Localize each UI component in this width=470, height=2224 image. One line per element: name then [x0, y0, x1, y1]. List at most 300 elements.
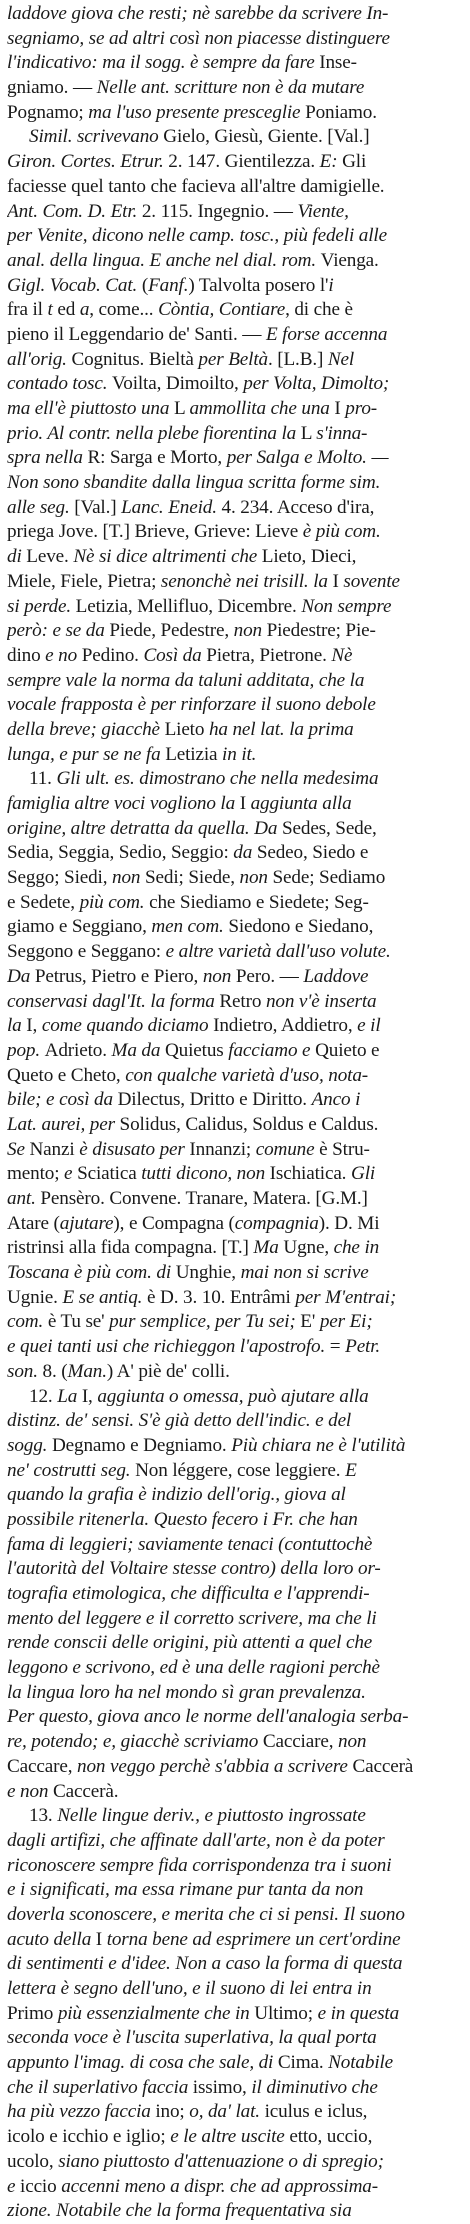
text-run: Tu se': [60, 1311, 110, 1333]
italic-text-run: E:: [319, 151, 343, 173]
italic-text-run: tutti dicono, non: [141, 1163, 270, 1185]
text-line: [7, 1138, 463, 1163]
italic-text-run: a: [79, 299, 90, 321]
text-run: Caccare,: [7, 1755, 78, 1777]
text-run: 2. 147. Gientilezza.: [168, 151, 320, 173]
italic-text-run: Se: [7, 1138, 30, 1160]
italic-text-run: laddove giova che resti; nè sarebbe da scrivere In-: [7, 3, 389, 24]
italic-text-run: non: [239, 867, 273, 889]
text-line: [7, 2175, 463, 2200]
italic-text-run: Non sempre: [301, 595, 392, 617]
text-run: Mi: [357, 1212, 380, 1234]
text-line: [7, 1335, 463, 1360]
text-line: [7, 125, 463, 150]
text-run: . [L.B.]: [267, 348, 328, 370]
italic-text-run: compagnia: [234, 1212, 319, 1234]
text-line: [7, 101, 463, 126]
text-line: [7, 1360, 463, 1385]
text-run: 2. 115. Ingegnio. —: [141, 200, 298, 222]
text-line: [7, 397, 463, 422]
italic-text-run: da: [233, 842, 257, 864]
text-line: [7, 1261, 463, 1286]
italic-text-run: lettera è segno dell'uno, e il suono di lei entra in: [7, 1978, 372, 1999]
text-run: Voilta, Dimoilto,: [112, 373, 244, 395]
text-run: Sedia, Seggia, Sedio, Seggio:: [7, 842, 234, 864]
text-line: [7, 2076, 463, 2101]
italic-text-run: pop.: [7, 1039, 45, 1061]
text-line: [7, 545, 463, 570]
text-run: mento;: [7, 1163, 65, 1185]
text-run: 3. 10. Entrâmi: [183, 1286, 296, 1308]
text-line: [7, 792, 463, 817]
text-run: I: [95, 1928, 107, 1950]
italic-text-run: per M'entrai;: [295, 1286, 397, 1308]
text-run: Cacciare,: [262, 1731, 339, 1753]
text-run: Innanzi;: [189, 1138, 256, 1160]
text-run: Caccerà: [352, 1755, 414, 1777]
text-line: [7, 1656, 463, 1681]
text-line: [7, 841, 463, 866]
italic-text-run: Petr.: [345, 1336, 381, 1358]
text-run: I: [334, 398, 346, 419]
text-run: L: [300, 422, 317, 444]
italic-text-run: Gigl. Vocab. Cat.: [7, 274, 142, 296]
text-line: [7, 422, 463, 447]
text-run: Ugnie.: [7, 1286, 63, 1308]
italic-text-run: sogg.: [7, 1434, 52, 1456]
italic-text-run: Gli: [350, 1163, 376, 1185]
text-line: [7, 1928, 463, 1953]
italic-text-run: ant.: [7, 1188, 41, 1209]
italic-text-run: Da: [7, 965, 35, 987]
italic-text-run: prio. Al contr. nella plebe fiorentina la: [7, 422, 301, 444]
text-run: Seggono e Seggano:: [7, 941, 166, 963]
text-run: Sedes, Sede,: [281, 817, 377, 839]
italic-text-run: con qualche varietà d'uso, nota-: [125, 1064, 369, 1086]
text-line: [7, 1582, 463, 1607]
italic-text-run: riconoscere sempre fida corrispondenza tra i suoni: [7, 1854, 392, 1876]
italic-text-run: però: e se da: [7, 620, 110, 642]
text-run: Cognitus. Bieltà: [71, 348, 199, 370]
italic-text-run: più com.: [79, 891, 150, 913]
text-line: [7, 1903, 463, 1928]
text-run: e Sedete,: [7, 891, 80, 913]
text-run: iculus e iclus,: [264, 2101, 368, 2123]
text-run: Sciatica: [77, 1163, 142, 1185]
italic-text-run: E se antiq.: [62, 1286, 147, 1308]
text-run: Primo: [7, 2002, 58, 2024]
text-run: I,: [26, 1015, 42, 1037]
italic-text-run: non: [112, 867, 146, 889]
text-line: [7, 1483, 463, 1508]
text-run: Leve.: [26, 546, 74, 568]
italic-text-run: segniamo, se ad altri così non piacesse distinguere: [7, 27, 390, 49]
italic-text-run: acuto della: [7, 1928, 96, 1950]
text-line: [7, 1557, 463, 1582]
italic-text-run: Nelle ant. scritture non è da mutare: [96, 77, 365, 99]
text-run: (: [141, 274, 149, 296]
italic-text-run: e quei tanti usi che richieggon l'apostrofo.: [7, 1336, 330, 1358]
text-run: I: [332, 570, 344, 592]
italic-text-run: comune: [255, 1138, 320, 1160]
text-line: [7, 1187, 463, 1212]
italic-text-run: si perde.: [7, 595, 76, 617]
italic-text-run: l'autorità del Voltaire stesse contro) della loro or-: [7, 1558, 381, 1580]
text-line: [7, 1212, 463, 1237]
italic-text-run: accenni meno a dispr. che ad approssima-: [61, 2175, 378, 2197]
text-run: Pero. —: [235, 965, 304, 987]
text-line: [7, 644, 463, 669]
italic-text-run: non v'è inserta: [265, 990, 377, 1012]
italic-text-run: facciamo e: [228, 1039, 316, 1061]
italic-text-run: doverla sconoscere, e merita che ci si pensi. Il suono: [7, 1903, 405, 1925]
text-line: [7, 446, 463, 471]
text-run: Queto e Cheto,: [7, 1064, 126, 1086]
text-run: R: Sarga e Morto,: [87, 447, 227, 469]
text-run: Pensèro. Convene. Tranare, Matera. [G.M.]: [40, 1188, 368, 1209]
text-run: I: [239, 793, 251, 814]
italic-text-run: distinz. de' sensi. S'è già detto dell'indic. e del: [7, 1410, 352, 1432]
text-run: Lieto, Dieci,: [261, 546, 357, 568]
italic-text-run: la: [7, 1015, 27, 1037]
text-run: Cima.: [277, 2052, 329, 2074]
text-run: che Siediamo e Siedete; Seg-: [149, 891, 369, 913]
text-line: [7, 1434, 463, 1459]
text-run: Dilectus, Dritto e Diritto.: [117, 1089, 312, 1111]
text-line: [7, 1854, 463, 1879]
text-line: [7, 693, 463, 718]
text-line: [7, 891, 463, 916]
italic-text-run: il diminutivo che: [251, 2076, 378, 2098]
text-line: [7, 743, 463, 768]
italic-text-run: non: [202, 965, 236, 987]
text-run: Sedeo, Siedo e: [256, 842, 369, 864]
text-run: 4. 234. Acceso d'ira,: [221, 496, 375, 518]
text-run: dino: [7, 644, 46, 666]
italic-text-run: Laddove: [303, 965, 369, 987]
text-line: [7, 1064, 463, 1089]
text-line: [7, 1236, 463, 1261]
italic-text-run: mento del leggere e il corretto scrivere, ma che li: [7, 1607, 377, 1629]
italic-text-run: di sentimenti e d'idee. Non a caso la forma di questa: [7, 1953, 403, 1975]
italic-text-run: senonchè nei trisill. la: [160, 570, 333, 592]
text-line: [7, 274, 463, 299]
italic-text-run: all'orig.: [7, 348, 72, 370]
text-line: [7, 2026, 463, 2051]
text-run: Ugne,: [283, 1237, 334, 1259]
italic-text-run: Toscana è più com. di: [7, 1262, 176, 1284]
text-run: Piede, Pedestre,: [109, 620, 234, 642]
text-run: gniamo. —: [7, 77, 97, 99]
italic-text-run: s'inna-: [316, 422, 368, 444]
italic-text-run: vocale frapposta è per rinforzare il suono debole: [7, 694, 376, 716]
text-line: [7, 866, 463, 891]
text-line: [7, 323, 463, 348]
italic-text-run: e: [7, 2175, 21, 2197]
italic-text-run: fama di leggieri; saviamente tenaci (contuttochè: [7, 1533, 373, 1555]
italic-text-run: aggiunta alla: [250, 793, 352, 814]
text-line: [7, 2002, 463, 2027]
text-run: Inse-: [319, 52, 357, 74]
italic-text-run: la lingua loro ha nel mondo sì gran prevalenza.: [7, 1681, 366, 1703]
italic-text-run: sovente: [343, 570, 400, 592]
italic-text-run: sempre vale la norma da taluni additata, che la: [7, 669, 365, 691]
text-run: D.: [160, 1286, 184, 1308]
text-run: Gli: [342, 151, 367, 173]
text-line: [7, 76, 463, 101]
text-line: [7, 496, 463, 521]
italic-text-run: e no: [45, 644, 82, 666]
text-line: [7, 1508, 463, 1533]
text-line: [7, 1681, 463, 1706]
text-line: [7, 1310, 463, 1335]
text-run: Quieto e: [315, 1039, 380, 1061]
italic-text-run: per Venite, dicono nelle camp. tosc., più fedeli alle: [7, 225, 387, 247]
text-line: [7, 249, 463, 274]
text-line: [7, 2100, 463, 2125]
text-run: L: [173, 398, 190, 419]
text-line: [7, 1755, 463, 1780]
text-run: Siedono e Siedano,: [228, 916, 374, 938]
text-line: [7, 150, 463, 175]
italic-text-run: più essenzialmente che in: [57, 2002, 255, 2024]
text-run: Letizia, Mellifluo, Dicembre.: [75, 595, 302, 617]
italic-text-run: pro-: [345, 398, 377, 419]
italic-text-run: quando la grafia è indizio dell'orig., giova al: [7, 1484, 346, 1506]
text-line: [7, 1088, 463, 1113]
text-run: è: [319, 1138, 333, 1160]
text-run: Pognamo;: [7, 101, 89, 123]
italic-text-run: come quando diciamo: [41, 1015, 214, 1037]
italic-text-run: Man.: [67, 1360, 107, 1382]
italic-text-run: Giron. Cortes. Etrur.: [7, 151, 169, 173]
italic-text-run: e altre varietà dall'uso volute.: [165, 941, 391, 963]
text-run: ino;: [155, 2101, 190, 2123]
text-run: ed: [57, 299, 80, 321]
italic-text-run: son.: [7, 1360, 43, 1382]
text-line: [7, 669, 463, 694]
text-run: 8. (: [42, 1360, 68, 1382]
italic-text-run: t: [47, 299, 58, 321]
italic-text-run: Notabile: [328, 2052, 394, 2074]
italic-text-run: alle seg.: [7, 496, 75, 518]
italic-text-run: in it.: [222, 743, 257, 765]
italic-text-run: e il: [357, 1015, 381, 1037]
italic-text-run: i: [328, 274, 334, 296]
italic-text-run: aggiunta o omessa, può ajutare alla: [97, 1385, 369, 1407]
text-run: Degnamo e Degniamo.: [51, 1434, 232, 1456]
italic-text-run: tografia etimologica, che difficulta e l'apprendi-: [7, 1583, 370, 1604]
italic-text-run: origine, altre detratta da quella. Da: [7, 817, 282, 839]
text-line: [7, 1014, 463, 1039]
text-run: 13.: [29, 1805, 58, 1827]
text-line: [7, 520, 463, 545]
text-run: etto, uccio,: [289, 2126, 373, 2148]
text-line: [7, 2199, 463, 2224]
text-line: [7, 718, 463, 743]
text-run: Quietus: [164, 1039, 229, 1061]
text-line: [7, 1878, 463, 1903]
italic-text-run: non: [338, 1731, 367, 1753]
text-run: Adrieto.: [44, 1039, 112, 1061]
text-run: Stru-: [332, 1138, 370, 1160]
italic-text-run: Nel: [327, 348, 355, 370]
italic-text-run: seconda voce è l'uscita superlativa, la qual porta: [7, 2027, 377, 2049]
italic-text-run: bile; e così da: [7, 1089, 118, 1111]
text-line: [7, 570, 463, 595]
italic-text-run: spra nella: [7, 447, 88, 469]
text-line: [7, 1607, 463, 1632]
text-run: Sedi; Siede,: [145, 867, 240, 889]
italic-text-run: La: [57, 1385, 82, 1407]
text-line: [7, 372, 463, 397]
text-run: ristrinsi alla fida compagna. [T.]: [7, 1237, 254, 1259]
italic-text-run: ma ell'è piuttosto una: [7, 398, 174, 419]
text-line: [7, 767, 463, 792]
text-run: Retro: [219, 990, 266, 1012]
text-line: [7, 1113, 463, 1138]
text-run: ucolo,: [7, 2150, 59, 2172]
text-run: Lieto: [164, 718, 209, 740]
text-line: [7, 1385, 463, 1410]
italic-text-run: siano piuttosto d'attenuazione o di spregio;: [58, 2150, 384, 2172]
italic-text-run: com.: [7, 1311, 48, 1333]
italic-text-run: re, potendo; e, giacchè scriviamo: [7, 1731, 263, 1753]
text-line: [7, 2150, 463, 2175]
text-line: [7, 175, 463, 200]
text-line: [7, 1409, 463, 1434]
italic-text-run: ajutare: [59, 1212, 114, 1234]
text-line: [7, 2125, 463, 2150]
italic-text-run: ma l'uso presente presceglie: [88, 101, 306, 123]
italic-text-run: e: [64, 1163, 78, 1185]
italic-text-run: ne' costrutti seg.: [7, 1459, 136, 1481]
italic-text-run: e in questa: [317, 2002, 400, 2024]
text-run: Piedestre; Pie-: [266, 620, 376, 642]
text-line: [7, 1631, 463, 1656]
text-run: Sede; Sediamo: [272, 867, 386, 889]
text-line: [7, 1459, 463, 1484]
italic-text-run: è più com.: [302, 521, 381, 543]
italic-text-run: o, da' lat.: [189, 2101, 265, 2123]
italic-text-run: della breve; giacchè: [7, 718, 165, 740]
italic-text-run: ammollita che una: [189, 398, 335, 419]
italic-text-run: ha nel lat. la prima: [208, 718, 354, 740]
italic-text-run: Nè: [331, 644, 353, 666]
italic-text-run: e non: [7, 1780, 53, 1802]
italic-text-run: che in: [333, 1237, 380, 1259]
italic-text-run: Lat. aurei, per: [7, 1113, 120, 1135]
italic-text-run: Così da: [143, 644, 207, 666]
italic-text-run: E: [345, 1459, 357, 1481]
italic-text-run: per Beltà: [198, 348, 268, 370]
text-run: pieno il Leggendario de' Santi. —: [7, 323, 266, 345]
text-line: [7, 298, 463, 323]
italic-text-run: ha più vezzo faccia: [7, 2101, 156, 2123]
text-run: giamo e Seggiano,: [7, 916, 152, 938]
text-run: Non léggere, cose leggiere.: [135, 1459, 346, 1481]
text-line: [7, 1162, 463, 1187]
text-line: [7, 1780, 463, 1805]
text-line: [7, 1286, 463, 1311]
italic-text-run: famiglia altre voci vogliono la: [7, 793, 240, 814]
text-run: Pietra, Pietrone.: [206, 644, 332, 666]
italic-text-run: Più chiara ne è l'utilità: [231, 1434, 406, 1456]
dictionary-page: [7, 2, 463, 2224]
italic-text-run: conservasi dagl'It. la forma: [7, 990, 220, 1012]
italic-text-run: Per questo, giova anco le norme dell'analogia serba-: [7, 1706, 409, 1728]
text-run: issimo,: [192, 2076, 252, 2098]
italic-text-run: possibile ritenerla. Questo fecero i Fr. che han: [7, 1508, 358, 1530]
italic-text-run: mai non si scrive: [240, 1262, 369, 1284]
text-line: [7, 1730, 463, 1755]
text-line: [7, 940, 463, 965]
text-run: priega Jove. [T.] Brieve, Grieve: Lieve: [7, 521, 303, 543]
text-run: I,: [81, 1385, 98, 1407]
text-run: [Val.]: [74, 496, 122, 518]
text-line: [7, 1533, 463, 1558]
italic-text-run: leggono e scrivono, ed è una delle ragioni perchè: [7, 1657, 380, 1679]
italic-text-run: l'indicativo: ma il sogg. è sempre da fare: [7, 52, 320, 74]
text-run: D.: [334, 1212, 358, 1234]
text-run: Petrus, Pietro e Piero,: [34, 965, 203, 987]
text-line: [7, 200, 463, 225]
italic-text-run: per Volta, Dimolto;: [243, 373, 390, 395]
text-run: 11.: [29, 768, 57, 790]
italic-text-run: Viente,: [297, 200, 349, 222]
text-line: [7, 990, 463, 1015]
text-line: [7, 1977, 463, 2002]
text-run: Indietro, Addietro,: [213, 1015, 358, 1037]
italic-text-run: di: [7, 546, 27, 568]
italic-text-run: men com.: [151, 916, 229, 938]
italic-text-run: Ma: [253, 1237, 284, 1259]
italic-text-run: Simil. scrivevano: [29, 126, 164, 148]
italic-text-run: E forse accenna: [265, 323, 388, 345]
italic-text-run: lunga, e pur se ne fa: [7, 743, 166, 765]
text-line: [7, 1804, 463, 1829]
text-line: [7, 224, 463, 249]
text-run: faciesse quel tanto che facieva all'altre damigielle.: [7, 175, 385, 197]
text-line: [7, 817, 463, 842]
text-run: Seggo; Siedi,: [7, 867, 113, 889]
text-run: ), e Compagna (: [113, 1212, 235, 1234]
italic-text-run: Tu sei;: [244, 1311, 301, 1333]
italic-text-run: non veggo perchè s'abbia a scrivere: [77, 1755, 353, 1777]
italic-text-run: e i significati, ma essa rimane pur tanta da non: [7, 1879, 364, 1901]
italic-text-run: Ant. Com. D. Etr.: [7, 200, 142, 222]
italic-text-run: zione. Notabile che la forma frequentativa sia: [7, 2200, 352, 2222]
text-run: è: [146, 1286, 160, 1308]
text-run: Nanzi: [29, 1138, 80, 1160]
text-run: ) Talvolta posero l': [188, 274, 329, 296]
text-run: E': [300, 1311, 320, 1333]
text-line: [7, 51, 463, 76]
text-run: =: [329, 1336, 346, 1358]
text-line: [7, 1829, 463, 1854]
italic-text-run: per Ei;: [319, 1311, 373, 1333]
text-line: [7, 619, 463, 644]
italic-text-run: contado tosc.: [7, 373, 113, 395]
italic-text-run: pur semplice, per: [109, 1311, 245, 1333]
text-run: , di che è: [285, 299, 353, 321]
text-run: Solidus, Calidus, Soldus e Caldus.: [119, 1113, 379, 1135]
text-line: [7, 1705, 463, 1730]
italic-text-run: Nè si dice altrimenti che: [73, 546, 262, 568]
text-run: fra il: [7, 299, 48, 321]
text-run: ).: [318, 1212, 335, 1234]
text-run: Gielo, Giesù, Giente. [Val.]: [163, 126, 370, 148]
